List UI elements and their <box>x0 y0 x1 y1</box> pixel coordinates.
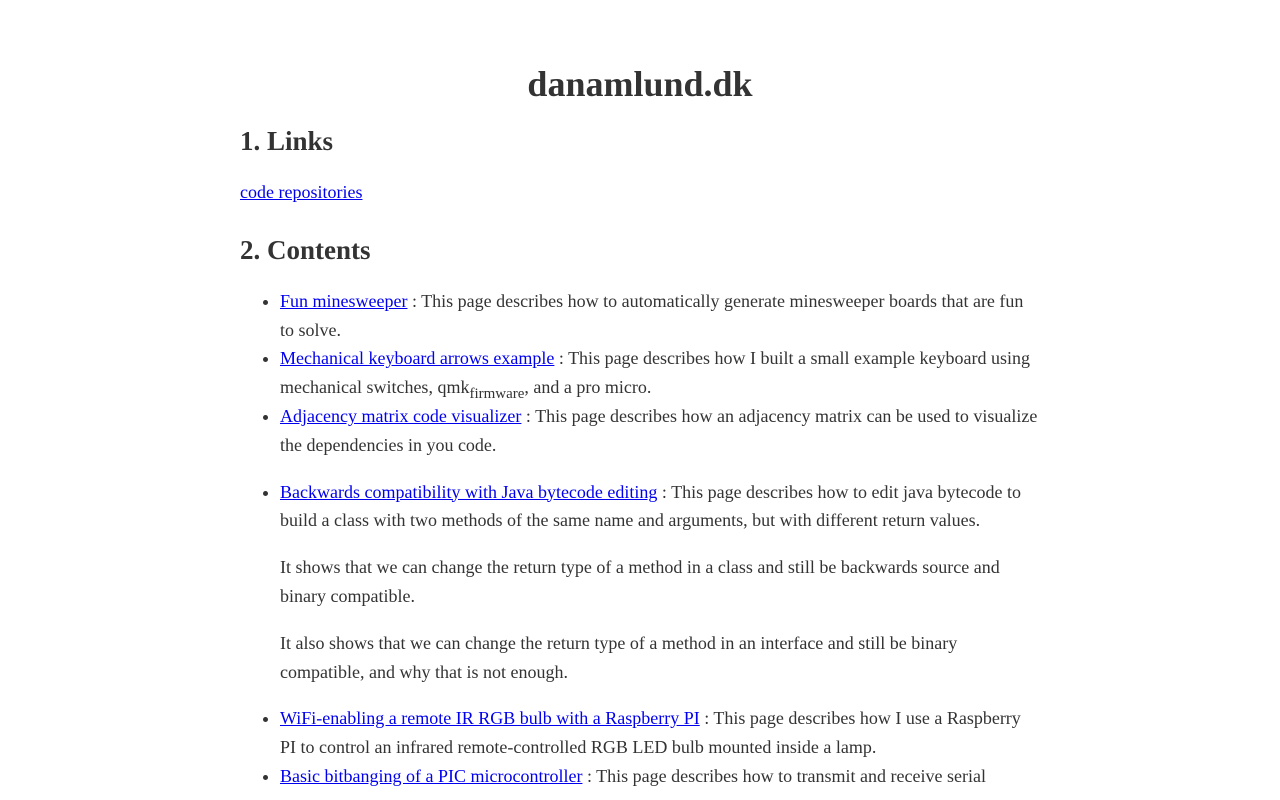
list-item-wifi-bulb <box>280 704 1040 762</box>
list-item-pic <box>280 762 1040 791</box>
bytecode-paragraph-2: It shows that we can change the return type of a method in a class and still be backwards source and binary compatible. <box>280 557 1000 606</box>
keyboard-link[interactable]: Mechanical keyboard arrows example <box>280 348 555 369</box>
contents-heading: 2. Contents <box>240 234 371 265</box>
page-content <box>240 0 1040 791</box>
bytecode-description: : This page describes how to edit java bytecode to build a class with two methods of the same name and arguments, but with different return values. <box>280 481 1021 531</box>
minesweeper-link[interactable]: Fun minesweeper <box>280 290 408 311</box>
keyboard-description-pre: : This page describes how I built a small example keyboard using mechanical switches, qmk <box>280 348 1030 398</box>
adjacency-link[interactable]: Adjacency matrix code visualizer <box>280 405 522 426</box>
keyboard-description-sub: firmware <box>469 386 525 403</box>
adjacency-description: : This page describes how an adjacency matrix can be used to visualize the dependencies in you code. <box>280 405 1038 455</box>
list-item-adjacency <box>280 402 1040 460</box>
links-heading: 1. Links <box>240 126 334 156</box>
minesweeper-description: : This page describes how to automatically generate minesweeper boards that are fun to solve. <box>280 290 1024 340</box>
code-repositories-link[interactable]: code repositories <box>240 182 363 202</box>
site-title: danamlund.dk <box>527 64 753 104</box>
list-item-keyboard <box>280 344 1040 402</box>
bytecode-link[interactable]: Backwards compatibility with Java bytecode editing <box>280 481 658 502</box>
pic-description: : This page describes how to transmit and receive serial <box>582 765 986 786</box>
contents-list <box>240 287 1040 791</box>
wifi-bulb-link[interactable]: WiFi-enabling a remote IR RGB bulb with a Raspberry PI <box>280 708 700 729</box>
wifi-bulb-description: : This page describes how I use a Raspberry PI to control an infrared remote-controlled RGB LED bulb mounted inside a lamp. <box>280 708 1021 758</box>
links-paragraph <box>240 178 1040 207</box>
pic-link[interactable]: Basic bitbanging of a PIC microcontroller <box>280 765 583 786</box>
list-item-minesweeper <box>280 287 1040 345</box>
bytecode-paragraph-1 <box>280 478 1040 536</box>
keyboard-description-post: , and a pro micro. <box>524 377 652 398</box>
bytecode-paragraph-3: It also shows that we can change the return type of a method in an interface and still be binary compatible, and why that is not enough. <box>280 632 958 682</box>
list-item-bytecode <box>280 478 1040 687</box>
